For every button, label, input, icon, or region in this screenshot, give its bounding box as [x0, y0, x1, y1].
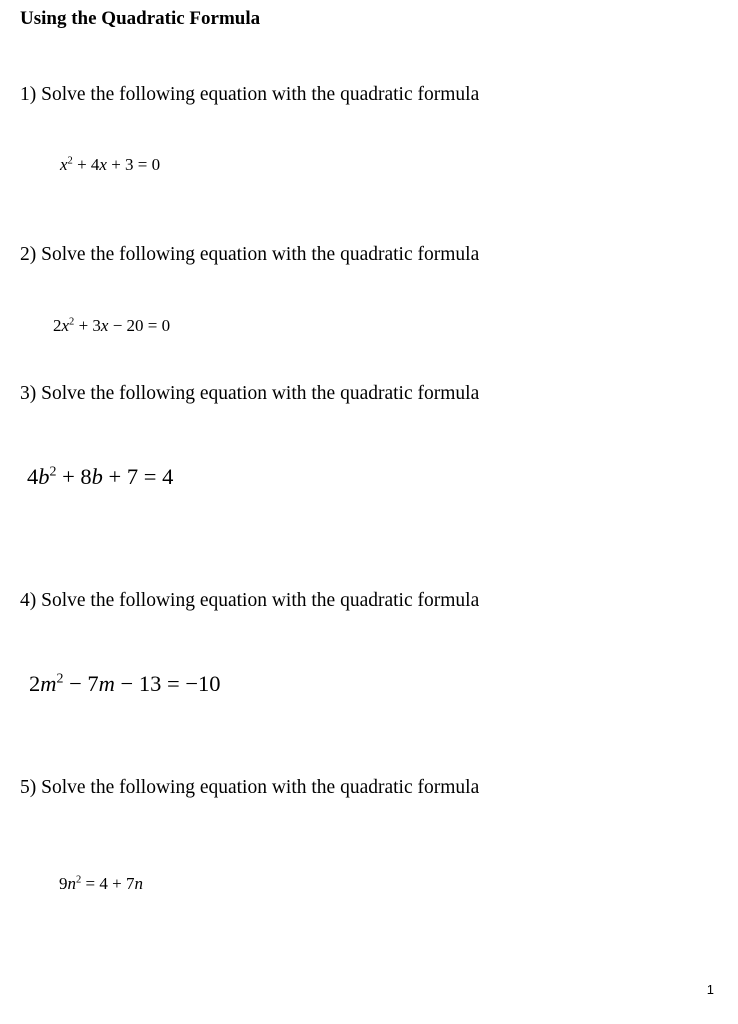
equation-exponent: 2: [49, 464, 57, 480]
problem-5-equation: [59, 874, 143, 894]
problem-1-prompt: 1) Solve the following equation with the quadratic formula: [20, 84, 480, 105]
page-number: 1: [706, 982, 714, 997]
equation-lead: x: [60, 155, 68, 174]
equation-lead: 4b: [27, 464, 50, 489]
problem-2-equation: [53, 316, 170, 336]
equation-rest: = 4 + 7n: [85, 874, 143, 893]
problem-5-prompt: 5) Solve the following equation with the quadratic formula: [20, 777, 480, 798]
equation-exponent: 2: [69, 316, 75, 328]
equation-lead: 9n: [59, 874, 76, 893]
equation-rest: + 4x + 3 = 0: [77, 155, 161, 174]
equation-lead: 2m: [29, 671, 57, 696]
equation-exponent: 2: [56, 671, 64, 687]
equation-lead: 2x: [53, 316, 70, 335]
equation-rest: + 3x − 20 = 0: [78, 316, 171, 335]
problem-1-equation: [60, 155, 160, 175]
problem-4-prompt: 4) Solve the following equation with the quadratic formula: [20, 590, 480, 611]
problem-3-prompt: 3) Solve the following equation with the quadratic formula: [20, 383, 480, 404]
worksheet-title: Using the Quadratic Formula: [20, 8, 261, 29]
equation-rest: − 7m − 13 = −10: [69, 671, 221, 696]
equation-exponent: 2: [67, 155, 73, 167]
problem-2-prompt: 2) Solve the following equation with the quadratic formula: [20, 244, 480, 265]
equation-rest: + 8b + 7 = 4: [62, 464, 174, 489]
problem-3-equation: [27, 464, 173, 490]
problem-4-equation: [29, 671, 221, 697]
equation-exponent: 2: [76, 874, 82, 886]
